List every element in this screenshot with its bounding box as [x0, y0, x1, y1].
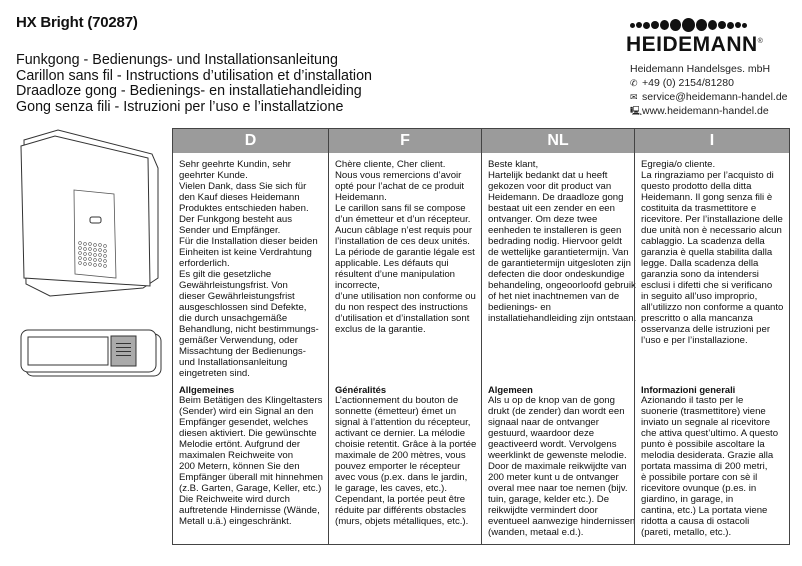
transmitter-illustration-icon	[18, 328, 168, 380]
website: www.heidemann-handel.de	[642, 105, 769, 117]
manual-titles	[16, 53, 372, 115]
general-section	[179, 384, 323, 527]
section-text: Beim Betätigen des Klingeltasters (Sender) wird ein Signal an den Empfänger gesendet, welches diesen aktiviert. Die gewünschte Melodie ertönt. Aufgrund der maximalen Reichweite von 200 Metern, können Sie den Empfänger überall mit hinnehmen (z.B. Garten, Garage, Keller, etc.) Die Reichweite wird durch auftretende Hindernisse (Wände, Metall u.ä.) eingeschränkt.	[179, 395, 323, 527]
general-section	[335, 384, 476, 527]
heidemann-logo: HEIDEMANN®	[626, 18, 763, 55]
intro-text: Chère cliente, Cher client. Nous vous remercions d’avoir opté pour l’achat de ce produit Heidemann. Le carillon sans fil se compose d’un émetteur et d’un récepteur. Aucun câblage n’est requis pour l’installation de ces deux unités. La période de garantie légale est applicable. Les défauts qui résultent d’une manipulation incorrecte, d’une utilisation non conforme ou du non respect des instructions d’utilisation et d’installation sont exclus de la garantie.	[335, 159, 476, 335]
language-table	[172, 128, 790, 545]
title-fr: Carillon sans fil - Instructions d’utilisation et d’installation	[16, 67, 372, 84]
mail-icon: ✉	[630, 92, 638, 102]
section-title: Algemeen	[488, 384, 533, 395]
section-title: Informazioni generali	[641, 384, 736, 395]
section-text: Azionando il tasto per le suonerie (trasmettitore) viene inviato un segnale al ricevitore che attiva quest’ultimo. A questo punto è possibile ascoltare la melodia desiderata. Grazie alla portata massima di 200 metri, è possibile portare con sè il ricevitore ovunque (p.es. in giardino, in garage, in cantina, etc.) La portata viene ridotta a causa di ostacoli (pareti, metallo, etc.).	[641, 395, 779, 538]
column-header: D	[244, 132, 257, 149]
title-de: Funkgong - Bedienungs- und Installationsanleitung	[16, 52, 338, 68]
title-it: Gong senza fili - Istruzioni per l’uso e l’installatzione	[16, 98, 344, 115]
intro-text: Sehr geehrte Kundin, sehr geehrter Kunde. Vielen Dank, dass Sie sich für den Kauf dieses Heidemann Produktes entschieden haben. Der Funkgong besteht aus Sender und Empfänger. Für die Installation dieser beiden Einheiten ist keine Verdrahtung erforderlich. Es gilt die gesetzliche Gewährleistungsfrist. Von dieser Gewährleistungsfrist ausgeschlossen sind Defekte, die durch unsachgemäße Behandlung, nicht bestimmungs- gemäßer Verwendung, oder Missachtung der Bedienungs- und Installationsanleitung eingetreten sind.	[179, 159, 319, 379]
column-header: NL	[547, 132, 569, 149]
computer-icon: 🖳	[630, 106, 643, 116]
column-de	[173, 129, 328, 544]
brand-name: HEIDEMANN	[626, 33, 758, 56]
phone-icon: ✆	[630, 78, 638, 88]
column-it	[634, 129, 789, 544]
intro-text: Egregia/o cliente. La ringraziamo per l’acquisto di questo prodotto della ditta Heidemann. Il gong senza fili è costituita da trasmettitore e ricevitore. Per l’installazione delle due unità non è necessario alcun cablaggio. La scadenza della garanzia è quella stabilita dalla legge. Dalla scadenza della garanzia sono da intendersi esclusi i difetti che si verificano in seguito all’uso improprio, all’utilizzo non conforme a quanto prescritto o alla mancanza osservanza delle istruzioni per l’uso e per l’installazione.	[641, 159, 784, 346]
section-title: Généralités	[335, 384, 387, 395]
phone-number: +49 (0) 2154/81280	[642, 77, 734, 89]
column-nl	[481, 129, 637, 544]
intro-text: Beste klant, Hartelijk bedankt dat u heeft gekozen voor dit product van Heidemann. De draadloze gong bestaat uit een zender en een ontvanger. Om deze twee eenheden te installeren is geen bedrading nodig. Hiervoor geldt de wettelijke garantietermijn. Van de garantietermijn uitgesloten zijn defecten die door ondeskundige behandeling, ongeoorloofd gebruik of het niet inachtnemen van de bedienings- en installatiehandleiding zijn ontstaan.	[488, 159, 637, 324]
column-fr	[328, 129, 481, 544]
column-header: F	[400, 132, 410, 149]
section-text: L’actionnement du bouton de sonnette (émetteur) émet un signal à l’attention du récepteur, activant ce dernier. La mélodie choisie retentit. Grâce à la portée maximale de 200 mètres, vous pouvez emporter le récepteur avec vous (p.ex. dans le jardin, le garage, les caves, etc.). Cependant, la portée peut être réduite par différents obstacles (murs, objets métalliques, etc.).	[335, 395, 477, 527]
email-address: service@heidemann-handel.de	[642, 91, 788, 103]
model-title: HX Bright (70287)	[16, 14, 138, 31]
general-section	[488, 384, 635, 538]
title-nl: Draadloze gong - Bedienings- en installatiehandleiding	[16, 83, 362, 100]
logo-dots-icon	[630, 18, 763, 32]
contact-block	[630, 62, 788, 118]
section-text: Als u op de knop van de gong drukt (de zender) dan wordt een signaal naar de ontvanger gestuurd, waardoor deze geactiveerd wordt. Vervolgens weerklinkt de gewenste melodie. Door de maximale reikwijdte van 200 meter kunt u de ontvanger overal mee naar toe nemen (bijv. tuin, garage, kelder etc.). De reikwijdte vermindert door eventueel aanwezige hindernissen (wanden, metaal e.d.).	[488, 395, 636, 538]
column-header: I	[709, 132, 715, 149]
section-title: Allgemeines	[179, 384, 235, 395]
general-section	[641, 384, 778, 538]
receiver-illustration-icon	[18, 128, 168, 308]
company-name: Heidemann Handelsges. mbH	[630, 63, 771, 75]
